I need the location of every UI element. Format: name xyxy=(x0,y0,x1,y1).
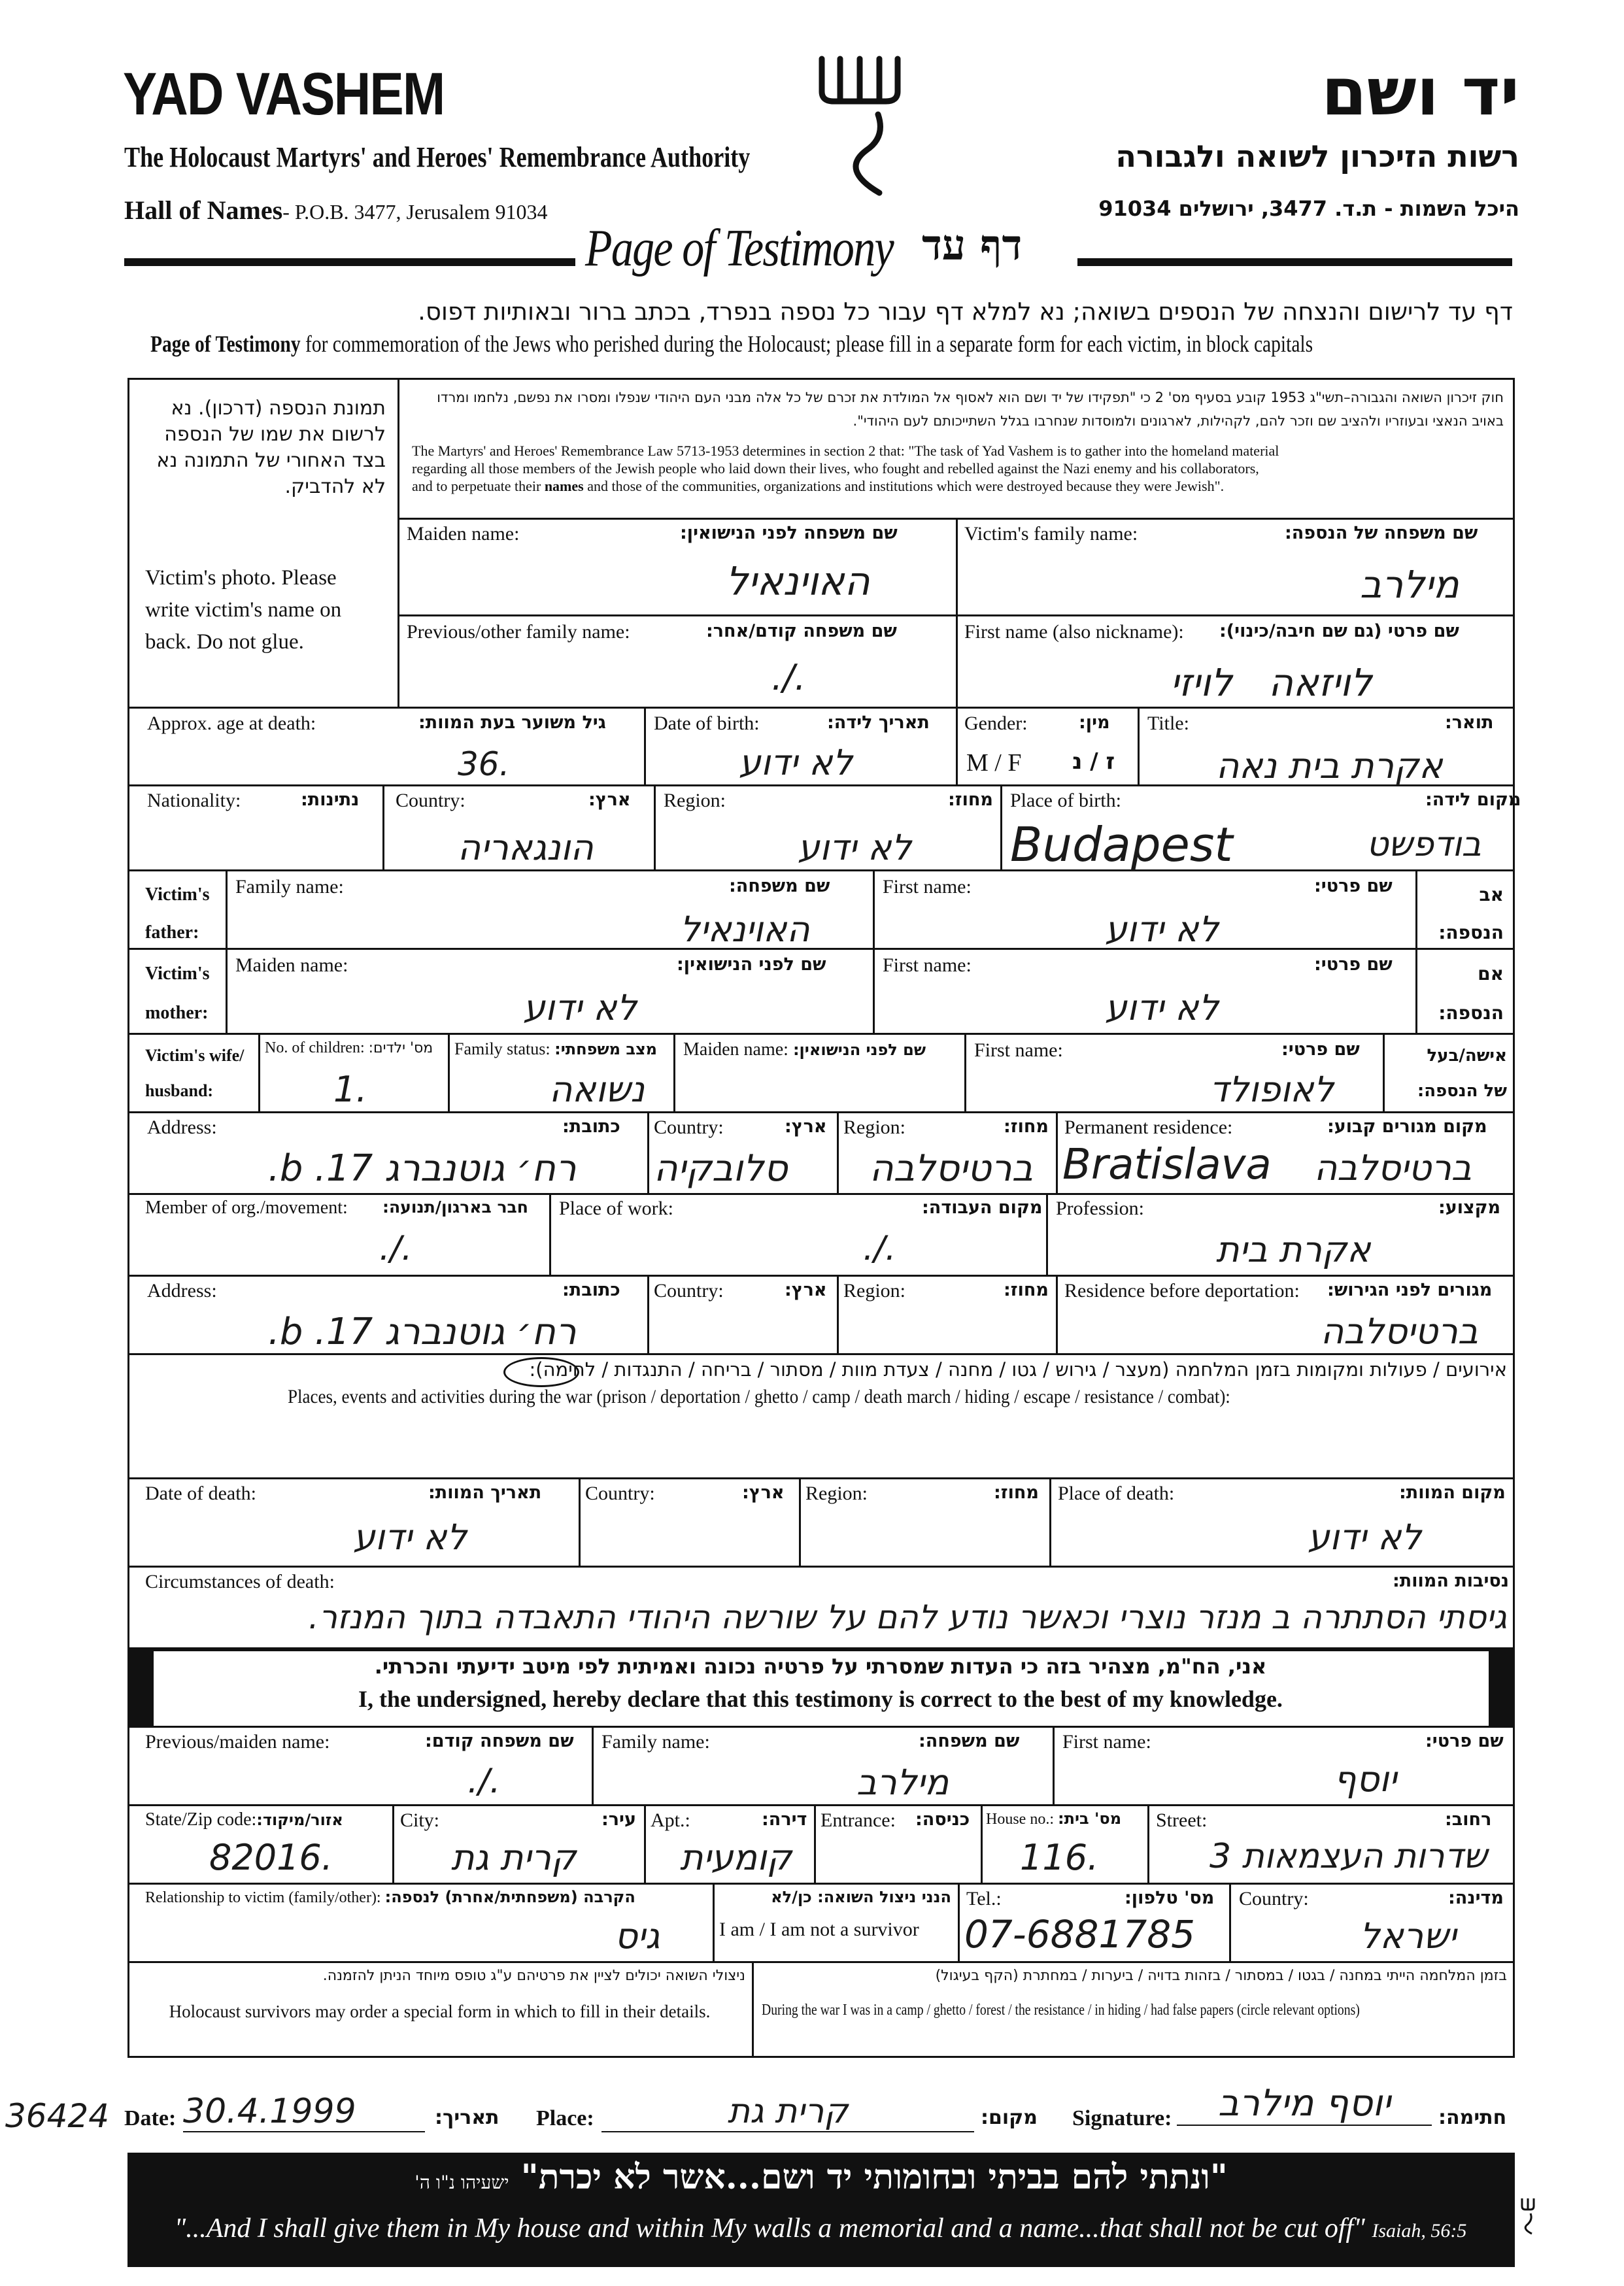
profession-value: אקרת בית xyxy=(1216,1229,1371,1270)
mother-maiden-label: Maiden name: xyxy=(235,954,348,976)
title-rule-right xyxy=(1077,258,1512,266)
maiden-name-label-he: שם משפחה לפני הנישואין: xyxy=(680,523,898,543)
circumstances-value: גיסתי הסתתרה ב מנזר נוצרי וכאשר נודע להם על שורשה היהודי התאבדה בתוך המנזר. xyxy=(308,1598,1507,1636)
intro-en: Page of Testimony for commemoration of the Jews who perished during the Holocaust; please fill in a separate form for each victim, in block capitals xyxy=(150,331,1313,357)
events-label-en: Places, events and activities during the war (prison / deportation / ghetto / camp / death march / hiding / escape / resistance / combat): xyxy=(288,1386,1230,1407)
gender-options-he[interactable]: ז / נ xyxy=(1072,748,1115,775)
father-family-value: האוינאיל xyxy=(680,909,810,950)
address-region-label-he: מחוז: xyxy=(1004,1117,1049,1137)
hiding-circle xyxy=(503,1357,579,1387)
side-reference-number: 36424 xyxy=(5,2097,110,2135)
signature-label: Signature: xyxy=(1072,2106,1172,2130)
footer-verse-en: "...And I shall give them in My house and within My walls a memorial and a name...that shall not be cut off" Isaiah, 56:5 xyxy=(174,2213,1467,2244)
survivor-label-he: הנני ניצול השואה: כן/לא xyxy=(771,1888,951,1906)
signature-value: יוסף מילרב xyxy=(1177,2082,1432,2126)
submitter-prev-label: Previous/maiden name: xyxy=(145,1731,330,1753)
address-region-label: Region: xyxy=(843,1117,905,1138)
entrance-label: Entrance: xyxy=(820,1809,896,1831)
entrance-label-he: כניסה: xyxy=(915,1809,970,1830)
residence-before-label: Residence before deportation: xyxy=(1064,1280,1300,1302)
address2-label: Address: xyxy=(147,1280,217,1302)
page-title-en: Page of Testimony xyxy=(585,220,894,277)
org-label-he: חבר בארגון/תנועה: xyxy=(382,1198,528,1217)
profession-label-he: מקצוע: xyxy=(1438,1198,1501,1218)
date-label: Date: xyxy=(124,2106,177,2130)
yad-vashem-logo xyxy=(814,52,905,203)
pob-label: Place of birth: xyxy=(1010,790,1121,811)
family-name-value: מילרב xyxy=(1360,562,1459,607)
city-label-he: עיר: xyxy=(601,1809,636,1830)
father-first-value: לא ידוע xyxy=(1105,909,1219,950)
permanent-residence-label-he: מקום מגורים קבוע: xyxy=(1327,1117,1487,1137)
mother-first-value: לא ידוע xyxy=(1105,987,1219,1028)
family-status-value: נשואה xyxy=(549,1069,645,1110)
address2-label-he: כתובת: xyxy=(562,1280,620,1300)
spouse-first-label: First name: xyxy=(974,1039,1063,1061)
family-status-label: Family status: מצב משפחתי: xyxy=(454,1039,658,1058)
death-place-label-he: מקום המוות: xyxy=(1399,1483,1506,1503)
death-date-value: לא ידוע xyxy=(353,1517,467,1558)
dob-label-he: תאריך לידה: xyxy=(827,713,930,733)
date-label-he: תאריך: xyxy=(435,2106,499,2129)
region-label: Region: xyxy=(664,790,726,811)
nationality-label: Nationality: xyxy=(147,790,241,811)
declaration-en: I, the undersigned, hereby declare that this testimony is correct to the best of my knowledge. xyxy=(358,1686,1283,1712)
survivor-options[interactable]: I am / I am not a survivor xyxy=(719,1919,919,1940)
address-country-value: סלובקיה xyxy=(654,1147,788,1190)
country-value: הונגאריה xyxy=(458,827,594,868)
address-value: רח׳ גוטנברג 17. b. xyxy=(268,1147,577,1190)
gender-label: Gender: xyxy=(964,713,1028,734)
org-name-en: YAD VASHEM xyxy=(123,61,445,127)
org-value: ./. xyxy=(379,1229,413,1268)
street-label: Street: xyxy=(1156,1809,1208,1831)
country-label-he: ארץ: xyxy=(588,790,631,810)
relationship-value: גיס xyxy=(615,1915,660,1957)
spouse-maiden-label: Maiden name: שם לפני הנישואין: xyxy=(683,1039,926,1060)
submitter-prev-value: ./. xyxy=(467,1762,501,1801)
submitter-country-label: Country: xyxy=(1239,1888,1309,1909)
title-label-he: תואר: xyxy=(1445,713,1494,733)
tel-label-he: מס' טלפון: xyxy=(1125,1888,1215,1908)
declaration-rule xyxy=(127,1647,1515,1651)
authority-en: The Holocaust Martyrs' and Heroes' Remembrance Authority xyxy=(124,141,751,173)
intro-he: דף עד לרישום והנצחה של הנספים בשואה; נא למלא דף עבור כל נספה בנפרד, בכתב ברור ובאותיות דפוס. xyxy=(418,297,1513,326)
org-name-he: יד ושם xyxy=(1321,54,1519,130)
age-label: Approx. age at death: xyxy=(147,713,316,734)
pob-value-en: Budapest xyxy=(1010,817,1233,872)
apt-label: Apt.: xyxy=(651,1809,690,1831)
permanent-residence-label: Permanent residence: xyxy=(1064,1117,1233,1138)
zip-value: 82016. xyxy=(209,1837,333,1878)
death-date-label: Date of death: xyxy=(145,1483,256,1504)
maiden-name-value: האוינאיל xyxy=(726,559,870,605)
address2-region-label: Region: xyxy=(843,1280,905,1302)
father-family-label-he: שם משפחה: xyxy=(729,876,830,896)
zip-label: State/Zip code:אזור/מיקוד: xyxy=(145,1809,343,1830)
submitter-first-label-he: שם פרטי: xyxy=(1425,1731,1504,1751)
work-label-he: מקום העבודה: xyxy=(922,1198,1043,1218)
previous-name-label-he: שם משפחה קודם/אחר: xyxy=(706,621,897,641)
spouse-label: Victim's wife/ husband: xyxy=(145,1046,245,1100)
address2-country-label-he: ארץ: xyxy=(785,1280,827,1300)
signature-label-he: חתימה: xyxy=(1438,2106,1507,2129)
father-label-he: אב הנספה: xyxy=(1438,884,1504,943)
previous-name-label: Previous/other family name: xyxy=(407,621,630,643)
relationship-label: Relationship to victim (family/other): הקרבה (משפחתית/אחרת) לנספה: xyxy=(145,1888,635,1906)
address2-country-label: Country: xyxy=(654,1280,724,1302)
death-place-value: לא ידוע xyxy=(1308,1517,1422,1558)
war-options-he: בזמן המלחמה הייתי במחנה / בגטו / במסתור / בזהות בדויה / ביערות / במחתרת (הקף בעיגול) xyxy=(935,1968,1507,1984)
title-rule-left xyxy=(124,258,575,266)
street-value: שדרות העצמאות 3 xyxy=(1210,1837,1487,1876)
submitter-family-value: מילרב xyxy=(856,1762,949,1803)
region-value: לא ידוע xyxy=(798,827,912,868)
events-label-he: אירועים / פעולות ומקומות בזמן המלחמה (מעצר / גירוש / גטו / מחנה / צעדת מוות / מסתור / בריחה / התנגדות / לחימה): xyxy=(529,1358,1507,1381)
spouse-first-value: לאופולד xyxy=(1210,1069,1334,1110)
death-country-label-he: ארץ: xyxy=(742,1483,785,1503)
children-label: No. of children: מס' ילדים: xyxy=(265,1039,433,1056)
dob-value: לא ידוע xyxy=(739,742,853,783)
footer-verse-he: "ונתתי להם בביתי ובחומותי יד ושם...אשר לא יכרת" ישעיהו נ"ו ה' xyxy=(414,2157,1228,2197)
age-label-he: גיל משוער בעת המוות: xyxy=(418,713,606,733)
house-value: 116. xyxy=(1020,1837,1099,1878)
date-value: 30.4.1999 xyxy=(183,2092,425,2132)
first-name-label-he: שם פרטי (גם שם חיבה/כינוי): xyxy=(1219,621,1459,641)
hall-of-names-he: היכל השמות - ת.ד. 3477, ירושלים 91034 xyxy=(1098,196,1519,221)
permanent-residence-value-en: Bratislava xyxy=(1062,1141,1272,1189)
pob-label-he: מקום לידה: xyxy=(1425,790,1521,810)
residence-before-label-he: מגורים לפני הגירוש: xyxy=(1327,1280,1493,1300)
father-first-label: First name: xyxy=(883,876,972,898)
maiden-name-label: Maiden name: xyxy=(407,523,520,545)
spouse-label-he: אישה/בעל של הנספה: xyxy=(1417,1046,1507,1101)
address2-region-label-he: מחוז: xyxy=(1004,1280,1049,1300)
first-name-label: First name (also nickname): xyxy=(964,621,1184,643)
region-label-he: מחוז: xyxy=(948,790,993,810)
declaration-left-block xyxy=(127,1647,154,1726)
first-name-value: לויזאה לויזי xyxy=(1170,660,1372,705)
children-value: 1. xyxy=(333,1069,367,1110)
submitter-family-label-he: שם משפחה: xyxy=(919,1731,1020,1751)
house-label: House no.: מס' בית: xyxy=(986,1809,1122,1828)
nationality-label-he: נתינות: xyxy=(301,790,360,810)
title-label: Title: xyxy=(1147,713,1189,734)
declaration-right-block xyxy=(1489,1647,1515,1726)
authority-he: רשות הזיכרון לשואה ולגבורה xyxy=(1115,139,1519,174)
submitter-first-value: יוסף xyxy=(1334,1758,1397,1800)
address-region-value: ברטיסלבה xyxy=(870,1147,1033,1190)
tel-value: 07-6881785 xyxy=(964,1912,1196,1957)
father-family-label: Family name: xyxy=(235,876,344,898)
family-name-label-he: שם משפחה של הנספה: xyxy=(1285,523,1478,543)
previous-name-value: ./. xyxy=(771,657,806,698)
submitter-country-value: ישראל xyxy=(1360,1915,1457,1957)
mother-maiden-label-he: שם לפני הנישואין: xyxy=(677,954,826,975)
org-label: Member of org./movement: xyxy=(145,1198,348,1218)
pob-value-he: בודפשט xyxy=(1366,825,1481,864)
father-first-label-he: שם פרטי: xyxy=(1314,876,1393,896)
father-label: Victim's father: xyxy=(145,884,210,943)
submitter-prev-label-he: שם משפחה קודם: xyxy=(425,1731,574,1751)
permanent-residence-value-he: ברטיסלבה xyxy=(1314,1147,1472,1188)
death-date-label-he: תאריך המוות: xyxy=(428,1483,542,1503)
family-name-label: Victim's family name: xyxy=(964,523,1138,545)
street-label-he: רחוב: xyxy=(1445,1809,1492,1830)
war-options-en: During the war I was in a camp / ghetto / forest / the resistance / in hiding / had false papers (circle relevant options) xyxy=(762,2002,1360,2019)
work-label: Place of work: xyxy=(559,1198,673,1219)
death-place-label: Place of death: xyxy=(1058,1483,1175,1504)
gender-label-he: מין: xyxy=(1079,713,1110,733)
tel-label: Tel.: xyxy=(966,1888,1002,1909)
work-value: ./. xyxy=(863,1229,896,1268)
address-country-label: Country: xyxy=(654,1117,724,1138)
apt-label-he: דירה: xyxy=(762,1809,807,1830)
photo-instructions-he: תמונת הנספה (דרכון). נא לרשום את שמו של הנספה בצד האחורי של התמונה נא לא להדביק. xyxy=(156,397,386,498)
address2-value: רח׳ גוטנברג 17. b. xyxy=(268,1311,577,1353)
survivors-note-he: ניצולי השואה יכולים לציין את פרטיהם ע"ג טופס מיוחד הניתן להזמנה. xyxy=(322,1968,745,1984)
place-label: Place: xyxy=(536,2106,594,2130)
survivors-note-en: Holocaust survivors may order a special form in which to fill in their details. xyxy=(169,2002,711,2021)
law-text-en: The Martyrs' and Heroes' Remembrance Law 5713-1953 determines in section 2 that: "The task of Yad Vashem is to gather into the homeland material regarding all those members of the Jewish people who laid down their lives, who fought and rebelled against the Nazi enemy and his collaborators, and to perpetuate their names and those of the communities, organizations and institutions which were destroyed because they were Jewish". xyxy=(412,443,1279,494)
city-value: קרית גת xyxy=(451,1837,577,1878)
page-title-he: דף עד xyxy=(922,221,1023,270)
footer-logo-icon xyxy=(1520,2196,1536,2236)
declaration-he: אני, הח"מ, מצהיר בזה כי העדות שמסרתי על פרטיה נכונה ואמיתית לפי מיטב ידיעתי והכרתי. xyxy=(374,1654,1267,1679)
residence-before-value: ברטיסלבה xyxy=(1321,1311,1479,1352)
death-region-label-he: מחוז: xyxy=(994,1483,1039,1503)
mother-first-label: First name: xyxy=(883,954,972,976)
submitter-first-label: First name: xyxy=(1062,1731,1151,1753)
death-region-label: Region: xyxy=(805,1483,868,1504)
death-country-label: Country: xyxy=(585,1483,655,1504)
address-country-label-he: ארץ: xyxy=(785,1117,827,1137)
submitter-family-label: Family name: xyxy=(601,1731,710,1753)
age-value: 36. xyxy=(458,745,510,783)
law-text-he: חוק זיכרון השואה והגבורה–תשי"ג 1953 קובע בסעיף מס' 2 כי "תפקידו של יד ושם הוא לאסוף אל המולדת את זכרם של כל אלה מבני העם היהודי שנפלו ומסרו את נפשם, נלחמו ומרדו באויב הנאצי ובעוזריו ולהציב שם וזכר להם, לקהילות, לארגונים ולמוסדות שנחרבו בגלל השתייכותם לעם היהודי". xyxy=(437,390,1504,429)
address-label-he: כתובת: xyxy=(562,1117,620,1137)
submitter-country-label-he: מדינה: xyxy=(1448,1888,1504,1908)
address-label: Address: xyxy=(147,1117,217,1138)
place-value: קרית גת xyxy=(601,2092,974,2132)
mother-maiden-value: לא ידוע xyxy=(523,987,637,1028)
apt-value: קומעית xyxy=(680,1837,792,1878)
photo-instructions-en: Victim's photo. Please write victim's name on back. Do not glue. xyxy=(145,566,342,654)
profession-label: Profession: xyxy=(1056,1198,1144,1219)
dob-label: Date of birth: xyxy=(654,713,760,734)
menorah-hand-icon xyxy=(814,52,905,203)
title-value: אקרת בית נאה xyxy=(1216,745,1443,786)
circumstances-label-he: נסיבות המוות: xyxy=(1393,1571,1509,1591)
mother-first-label-he: שם פרטי: xyxy=(1314,954,1393,975)
place-label-he: מקום: xyxy=(981,2106,1038,2129)
hall-of-names-en: Hall of Names- P.O.B. 3477, Jerusalem 91034 xyxy=(124,195,548,225)
mother-label: Victim's mother: xyxy=(145,964,210,1023)
spouse-first-label-he: שם פרטי: xyxy=(1281,1039,1360,1060)
mother-label-he: אם הנספה: xyxy=(1438,963,1504,1024)
country-label: Country: xyxy=(396,790,465,811)
gender-options[interactable]: M / F xyxy=(966,749,1022,777)
circumstances-label: Circumstances of death: xyxy=(145,1571,335,1592)
city-label: City: xyxy=(400,1809,440,1831)
